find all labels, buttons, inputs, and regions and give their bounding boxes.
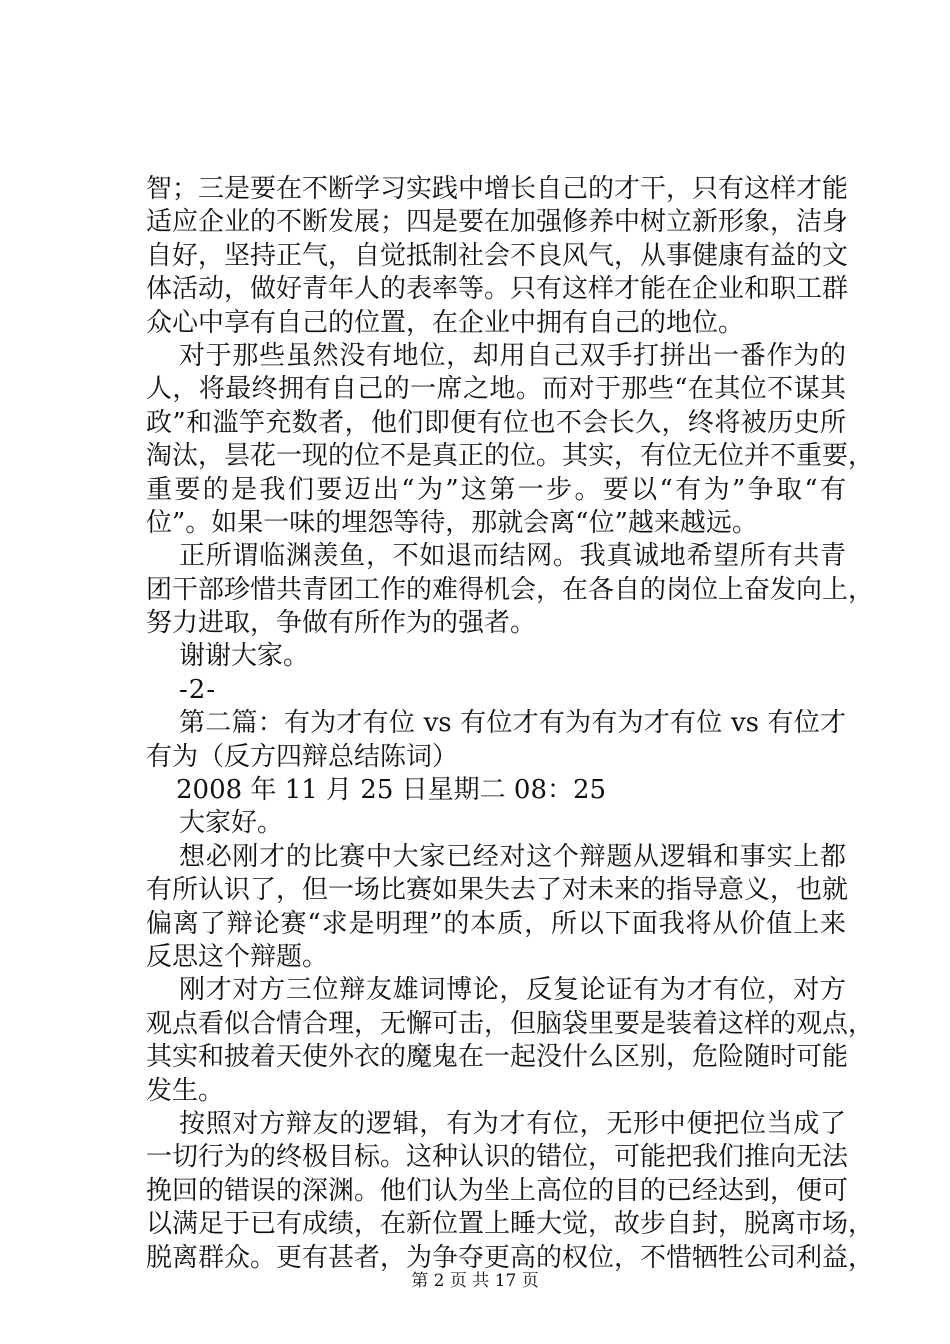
text-line: 偏离了辩论赛“求是明理”的本质，所以下面我将从价值上来 — [146, 908, 846, 939]
text-line: 对于那些虽然没有地位，却用自己双手打拼出一番作为的 — [179, 340, 846, 371]
section-heading-line: 有为（反方四辩总结陈词） — [146, 741, 459, 772]
text-line: 自好，坚持正气，自觉抵制社会不良风气，从事健康有益的文 — [146, 240, 849, 271]
text-line: 大家好。 — [179, 808, 284, 839]
text-line: 政”和滥竽充数者，他们即便有位也不会长久，终将被历史所 — [146, 407, 846, 438]
text-line: 脱离群众。更有甚者，为争夺更高的权位，不惜牺牲公司利益， — [146, 1242, 875, 1273]
text-line: 反思这个辩题。 — [146, 941, 329, 972]
text-line: 有所认识了，但一场比赛如果失去了对未来的指导意义，也就 — [146, 875, 849, 906]
text-line: 众心中享有自己的位置，在企业中拥有自己的地位。 — [146, 307, 745, 338]
text-line: 淘汰，昙花一现的位不是真正的位。其实，有位无位并不重要， — [146, 441, 875, 472]
text-line: 其实和披着天使外衣的魔鬼在一起没什么区别，危险随时可能 — [146, 1042, 849, 1073]
text-line: 刚才对方三位辩友雄词博论，反复论证有为才有位，对方 — [179, 975, 846, 1006]
text-line: 人，将最终拥有自己的一席之地。而对于那些“在其位不谋其 — [146, 374, 846, 405]
text-line: 发生。 — [146, 1075, 225, 1106]
text-line: 团干部珍惜共青团工作的难得机会，在各自的岗位上奋发向上， — [146, 574, 875, 605]
text-line: 以满足于已有成绩，在新位置上睡大觉，故步自封，脱离市场， — [146, 1209, 875, 1240]
text-line: 位”。如果一味的埋怨等待，那就会离“位”越来越远。 — [146, 507, 758, 538]
text-line: 正所谓临渊羡鱼，不如退而结网。我真诚地希望所有共青 — [179, 541, 846, 572]
text-line: 按照对方辩友的逻辑，有为才有位，无形中便把位当成了 — [179, 1108, 846, 1139]
text-line: 体活动，做好青年人的表率等。只有这样才能在企业和职工群 — [146, 274, 849, 305]
text-line: 一切行为的终极目标。这种认识的错位，可能把我们推向无法 — [146, 1142, 849, 1173]
text-line: 智；三是要在不断学习实践中增长自己的才干，只有这样才能 — [146, 174, 849, 204]
page-footer: 第 2 页 共 17 页 — [411, 1271, 539, 1291]
text-line: 谢谢大家。 — [179, 641, 310, 672]
text-line: 适应企业的不断发展；四是要在加强修养中树立新形象，洁身 — [146, 207, 849, 238]
text-line: 想必刚才的比赛中大家已经对这个辩题从逻辑和事实上都 — [179, 841, 846, 872]
document-body — [146, 173, 875, 1275]
section-heading-line: 第二篇：有为才有位 vs 有位才有为有为才有位 vs 有位才 — [179, 708, 846, 739]
text-line: 观点看似合情合理，无懈可击，但脑袋里要是装着这样的观点， — [146, 1008, 875, 1039]
text-line: 努力进取，争做有所作为的强者。 — [146, 608, 537, 639]
text-line: 挽回的错误的深渊。他们认为坐上高位的目的已经达到，便可 — [146, 1175, 849, 1206]
page-number-marker: -2- — [179, 674, 217, 705]
text-line: 重要的是我们要迈出“为”这第一步。要以“有为”争取“有 — [146, 474, 846, 505]
date-line: 2008 年 11 月 25 日星期二 08：25 — [176, 775, 607, 806]
